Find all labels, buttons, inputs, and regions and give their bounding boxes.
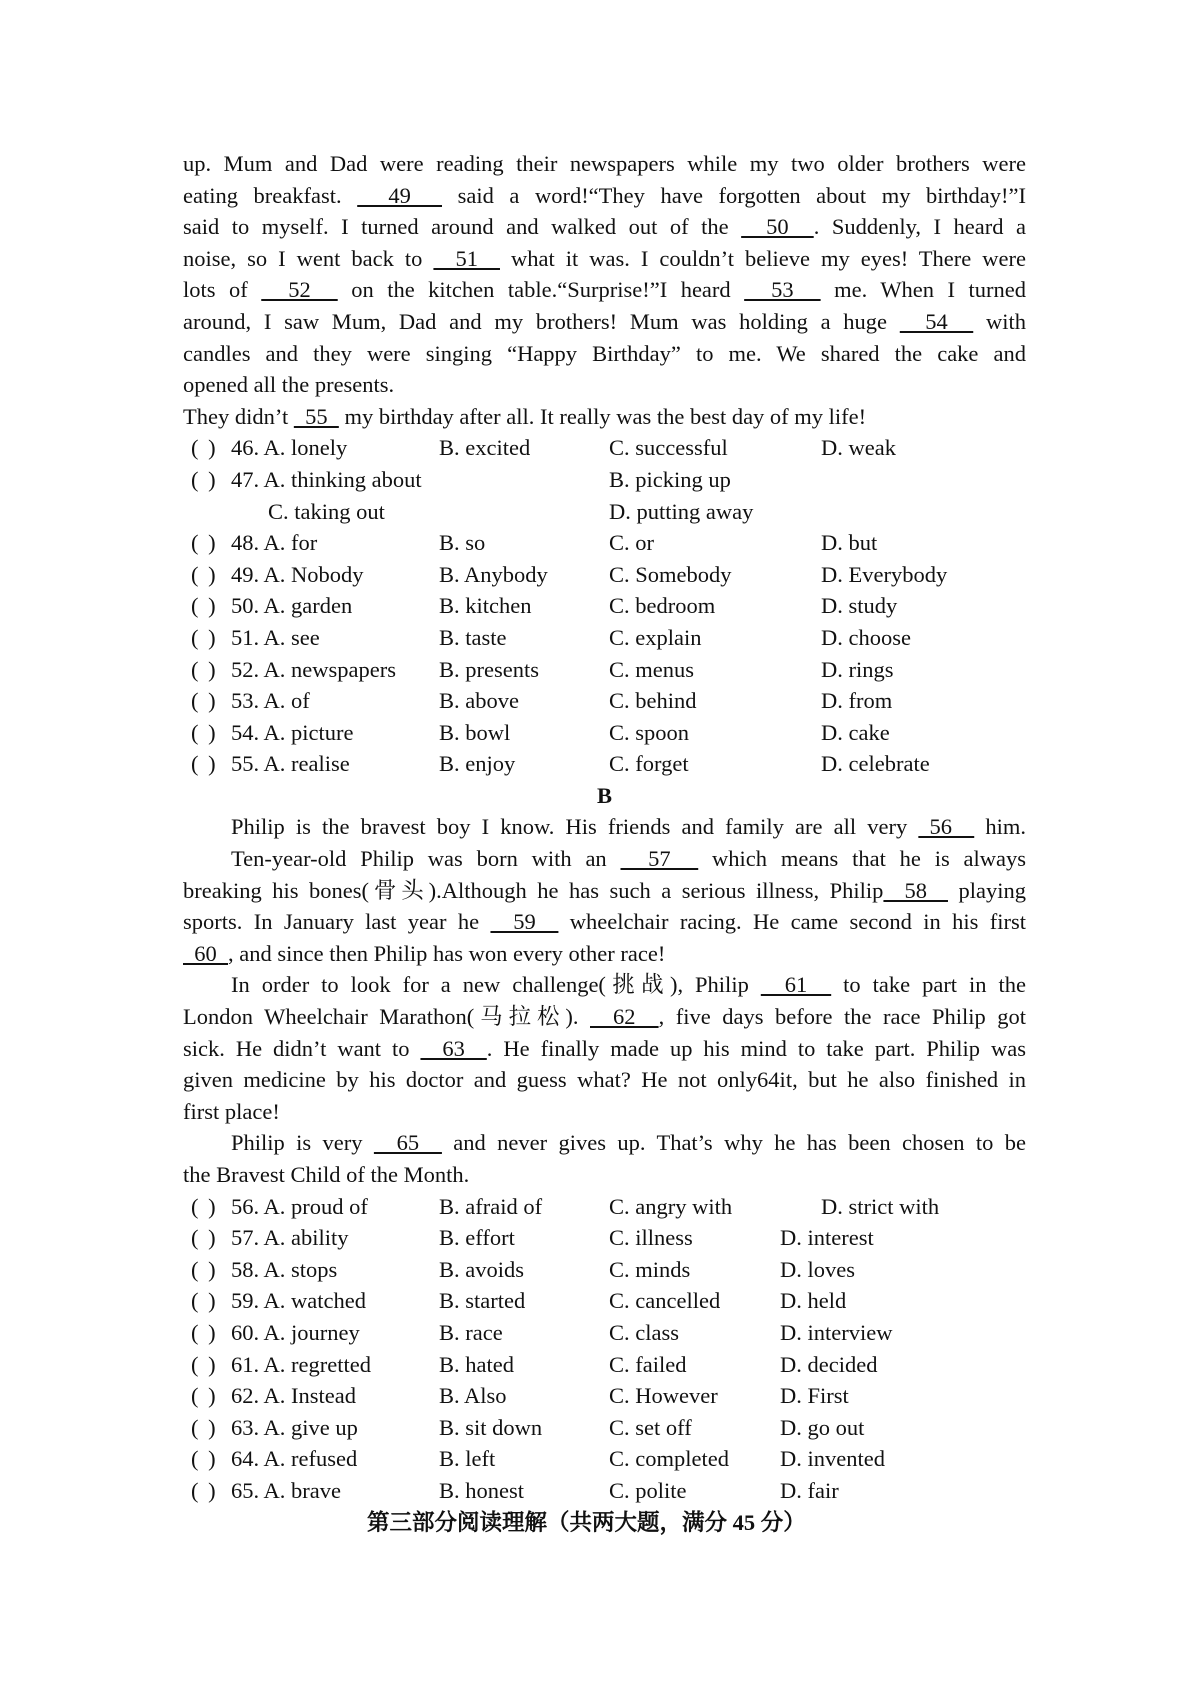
option-a: 63. A. give up [231, 1414, 358, 1440]
option-d: D. celebrate [821, 751, 930, 777]
answer-bracket[interactable]: ( ) [191, 656, 218, 682]
option-d: D. cake [821, 719, 890, 745]
option-b: B. left [439, 1446, 496, 1472]
option-d: D. weak [821, 435, 896, 461]
passage-line: Philip is the bravest boy I know. His friends and family are all very 56 him. [231, 814, 1026, 840]
answer-bracket[interactable]: ( ) [191, 1319, 218, 1345]
option-d: D. First [780, 1383, 849, 1409]
question-row [183, 717, 1026, 749]
passage-line: 60 , and since then Philip has won every other race! [183, 940, 666, 966]
question-row [183, 527, 1026, 559]
option-d: D. but [821, 530, 878, 556]
option-d: D. held [780, 1288, 847, 1314]
answer-bracket[interactable]: ( ) [191, 624, 218, 650]
option-c: D. putting away [609, 498, 754, 524]
option-c: C. successful [609, 435, 728, 461]
option-b: B. taste [439, 624, 507, 650]
question-row [183, 1317, 1026, 1349]
option-c: C. minds [609, 1256, 691, 1282]
answer-bracket[interactable]: ( ) [191, 1288, 218, 1314]
passage-line: given medicine by his doctor and guess what? He not only64it, but he also finished in [183, 1067, 1026, 1093]
section-footer-heading: 第三部分阅读理解（共两大题，满分 45 分） [367, 1509, 806, 1535]
option-c: C. or [609, 530, 654, 556]
question-row [183, 1254, 1026, 1286]
question-row [183, 622, 1026, 654]
option-d: D. strict with [821, 1193, 940, 1219]
option-a: 64. A. refused [231, 1446, 358, 1472]
option-d: D. interview [780, 1319, 893, 1345]
option-c: C. angry with [609, 1193, 733, 1219]
option-a: 65. A. brave [231, 1477, 341, 1503]
passage-line: lots of 52 on the kitchen table.“Surprise!”I heard 53 me. When I turned [183, 277, 1026, 303]
option-a: 54. A. picture [231, 719, 354, 745]
option-a: 60. A. journey [231, 1319, 360, 1345]
answer-blank: 60 [183, 940, 228, 966]
option-a: 50. A. garden [231, 593, 353, 619]
option-b: B. above [439, 688, 519, 714]
answer-blank: 52 [261, 277, 338, 303]
passage-line: breaking his bones(骨头).Although he has such a serious illness, Philip 58 playing [183, 877, 1026, 903]
option-d: D. go out [780, 1414, 865, 1440]
question-row [183, 559, 1026, 591]
option-c: C. cancelled [609, 1288, 721, 1314]
answer-blank: 49 [357, 182, 442, 208]
option-d: D. rings [821, 656, 894, 682]
answer-bracket[interactable]: ( ) [191, 1351, 218, 1377]
option-c: C. completed [609, 1446, 729, 1472]
answer-bracket[interactable]: ( ) [191, 719, 218, 745]
answer-bracket[interactable]: ( ) [191, 1383, 218, 1409]
option-c: C. illness [609, 1225, 693, 1251]
question-row [183, 654, 1026, 686]
passage-a [183, 148, 1026, 432]
option-c: C. menus [609, 656, 695, 682]
passage-line: Ten-year-old Philip was born with an 57 which means that he is always [231, 846, 1027, 872]
passage-line: eating breakfast. 49 said a word!“They have forgotten about my birthday!”I [183, 182, 1026, 208]
option-continued: C. taking out [268, 498, 385, 524]
answer-bracket[interactable]: ( ) [191, 1225, 218, 1251]
passage-b [183, 811, 1026, 1190]
answer-blank: 62 [590, 1004, 659, 1030]
answer-blank: 58 [883, 877, 948, 903]
answer-blank: 59 [490, 909, 559, 935]
answer-blank: 51 [433, 245, 500, 271]
question-row [183, 432, 1026, 464]
option-d: D. from [821, 688, 893, 714]
option-c: C. polite [609, 1477, 687, 1503]
passage-line: said to myself. I turned around and walked out of the 50 . Suddenly, I heard a [183, 214, 1026, 240]
option-b: B. presents [439, 656, 539, 682]
answer-blank: 55 [293, 403, 339, 429]
option-b: B. avoids [439, 1256, 525, 1282]
answer-bracket[interactable]: ( ) [191, 751, 218, 777]
question-row [183, 1285, 1026, 1317]
option-d: D. invented [780, 1446, 885, 1472]
question-row [183, 1412, 1026, 1444]
answer-bracket[interactable]: ( ) [191, 593, 218, 619]
option-b: B. so [439, 530, 486, 556]
passage-line: sick. He didn’t want to 63 . He finally made up his mind to take part. Philip was [183, 1035, 1026, 1061]
question-row [183, 1443, 1026, 1475]
passage-line: noise, so I went back to 51 what it was. I couldn’t believe my eyes! There were [183, 245, 1026, 271]
option-c: C. behind [609, 688, 697, 714]
section-b-heading: B [596, 782, 612, 808]
questions-b [183, 1191, 1026, 1507]
option-c: C. class [609, 1319, 679, 1345]
answer-bracket[interactable]: ( ) [191, 1446, 218, 1472]
option-b: B. sit down [439, 1414, 543, 1440]
answer-blank: 57 [620, 846, 699, 872]
question-row [183, 1191, 1026, 1223]
option-a: 48. A. for [231, 530, 318, 556]
passage-line: the Bravest Child of the Month. [183, 1162, 470, 1187]
option-d: D. interest [780, 1225, 874, 1251]
answer-blank: 61 [760, 972, 832, 998]
option-d: D. Everybody [821, 561, 948, 587]
passage-line: candles and they were singing “Happy Birthday” to me. We shared the cake and [183, 340, 1026, 366]
option-b: B. started [439, 1288, 526, 1314]
questions-a [183, 432, 1026, 780]
option-d: D. loves [780, 1256, 855, 1282]
option-d: D. fair [780, 1477, 839, 1503]
answer-bracket[interactable]: ( ) [191, 1256, 218, 1282]
answer-bracket[interactable]: ( ) [191, 435, 218, 461]
passage-line: around, I saw Mum, Dad and my brothers! Mum was holding a huge 54 with [183, 308, 1026, 334]
passage-line: opened all the presents. [183, 372, 395, 398]
answer-bracket[interactable]: ( ) [191, 530, 218, 556]
option-c: C. set off [609, 1414, 692, 1440]
option-c: C. explain [609, 624, 702, 650]
option-c: C. However [609, 1383, 718, 1409]
answer-blank: 65 [373, 1130, 442, 1156]
question-row [183, 1380, 1026, 1412]
option-d: D. study [821, 593, 898, 619]
answer-bracket[interactable]: ( ) [191, 1477, 218, 1503]
question-row [183, 1475, 1026, 1507]
option-b: B. honest [439, 1477, 525, 1503]
option-a: 51. A. see [231, 624, 320, 650]
passage-line: sports. In January last year he 59 wheelchair racing. He came second in his first [183, 909, 1027, 935]
option-c: C. bedroom [609, 593, 716, 619]
option-a: 56. A. proud of [231, 1193, 368, 1219]
option-a: 52. A. newspapers [231, 656, 396, 682]
option-c: C. forget [609, 751, 689, 777]
passage-line: first place! [183, 1098, 280, 1124]
option-a: 61. A. regretted [231, 1351, 371, 1377]
passage-line: Philip is very 65 and never gives up. That’s why he has been chosen to be [231, 1130, 1026, 1156]
option-b: B. Also [439, 1383, 507, 1409]
option-c: C. spoon [609, 719, 690, 745]
answer-bracket[interactable]: ( ) [191, 561, 218, 587]
option-a: 53. A. of [231, 688, 310, 714]
question-row [183, 496, 1026, 528]
answer-bracket[interactable]: ( ) [191, 466, 218, 492]
option-b: B. Anybody [439, 561, 548, 587]
option-b: B. excited [439, 435, 531, 461]
answer-blank: 56 [918, 814, 975, 840]
option-b: B. enjoy [439, 751, 516, 777]
passage-line: up. Mum and Dad were reading their newspapers while my two older brothers were [183, 151, 1026, 176]
option-a: 46. A. lonely [231, 435, 348, 461]
option-b: B. hated [439, 1351, 514, 1377]
answer-bracket[interactable]: ( ) [191, 1193, 218, 1219]
option-a: 59. A. watched [231, 1288, 366, 1314]
question-row [183, 1349, 1026, 1381]
option-a: 58. A. stops [231, 1256, 338, 1282]
option-b: B. bowl [439, 719, 511, 745]
option-c: C. Somebody [609, 561, 732, 587]
question-row [183, 590, 1026, 622]
option-a: 57. A. ability [231, 1225, 349, 1251]
answer-blank: 63 [420, 1035, 487, 1061]
option-a: 49. A. Nobody [231, 561, 364, 587]
answer-bracket[interactable]: ( ) [191, 1414, 218, 1440]
option-b: B. afraid of [439, 1193, 543, 1219]
passage-line: In order to look for a new challenge(挑战), Philip 61 to take part in the [231, 972, 1026, 998]
option-a: 62. A. Instead [231, 1383, 356, 1409]
option-b: B. effort [439, 1225, 515, 1251]
option-b: B. kitchen [439, 593, 532, 619]
answer-blank: 53 [744, 277, 821, 303]
answer-blank: 54 [899, 308, 974, 334]
option-a: 47. A. thinking about [231, 466, 422, 492]
question-row [183, 1222, 1026, 1254]
passage-line: London Wheelchair Marathon(马拉松). 62 , five days before the race Philip got [183, 1004, 1027, 1030]
question-row [183, 685, 1026, 717]
question-row [183, 464, 1026, 496]
option-d: D. decided [780, 1351, 878, 1377]
answer-blank: 50 [741, 214, 814, 240]
option-a: 55. A. realise [231, 751, 350, 777]
passage-line: They didn’t 55 my birthday after all. It really was the best day of my life! [183, 403, 867, 429]
answer-bracket[interactable]: ( ) [191, 688, 218, 714]
option-c: C. failed [609, 1351, 687, 1377]
option-b: B. race [439, 1319, 503, 1345]
question-row [183, 748, 1026, 780]
exam-page [183, 148, 1026, 1538]
option-d: D. choose [821, 624, 911, 650]
option-c: B. picking up [609, 466, 731, 492]
